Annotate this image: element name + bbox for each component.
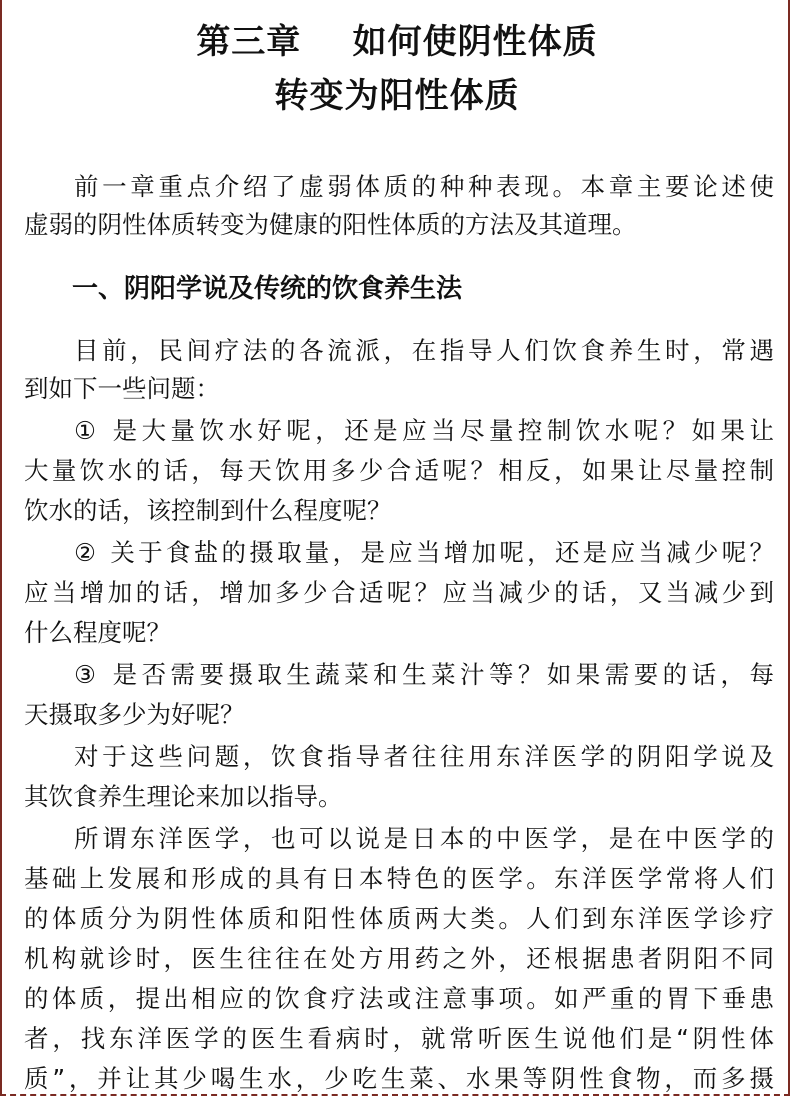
list-item-2-line: 应当增加的话，增加多少合适呢？应当减少的话，又当减少到 [24, 578, 774, 607]
chapter-title-line-2: 转变为阳性体质 [274, 76, 520, 116]
body-line: 所谓东洋医学，也可以说是日本的中医学，是在中医学的 [74, 824, 774, 853]
body-line: 目前，民间疗法的各流派，在指导人们饮食养生时，常遇 [74, 336, 774, 365]
body-line: 的体质，提出相应的饮食疗法或注意事项。如严重的胃下垂患 [24, 984, 774, 1013]
body-line: 质”，并让其少喝生水，少吃生菜、水果等阴性食物，而多摄 [24, 1064, 774, 1093]
list-item-3-line: ③ 是否需要摄取生蔬菜和生菜汁等？如果需要的话，每 [74, 660, 774, 689]
list-item-1-line: 饮水的话，该控制到什么程度呢？ [24, 496, 392, 525]
intro-line: 虚弱的阴性体质转变为健康的阳性体质的方法及其道理。 [24, 210, 637, 239]
body-line: 的体质分为阴性体质和阳性体质两大类。人们到东洋医学诊疗 [24, 904, 774, 933]
intro-line: 前一章重点介绍了虚弱体质的种种表现。本章主要论述使 [74, 172, 774, 201]
body-line: 其饮食养生理论来加以指导。 [24, 782, 343, 811]
body-line: 对于这些问题，饮食指导者往往用东洋医学的阴阳学说及 [74, 742, 774, 771]
body-line: 基础上发展和形成的具有日本特色的医学。东洋医学常将人们 [24, 864, 774, 893]
body-line: 者，找东洋医学的医生看病时，就常听医生说他们是“阴性体 [24, 1024, 774, 1053]
body-line: 到如下一些问题： [24, 374, 220, 403]
list-item-1-line: 大量饮水的话，每天饮用多少合适呢？相反，如果让尽量控制 [24, 456, 774, 485]
section-heading: 一、阴阳学说及传统的饮食养生法 [72, 274, 463, 304]
list-item-3-line: 天摄取多少为好呢？ [24, 700, 245, 729]
body-line: 机构就诊时，医生往往在处方用药之外，还根据患者阴阳不同 [24, 944, 774, 973]
list-item-2-line: 什么程度呢？ [24, 618, 171, 647]
list-item-2-line: ② 关于食盐的摄取量，是应当增加呢，还是应当减少呢？ [74, 538, 774, 567]
chapter-title-line-1: 第三章 如何使阴性体质 [196, 22, 598, 62]
list-item-1-line: ① 是大量饮水好呢，还是应当尽量控制饮水呢？如果让 [74, 416, 774, 445]
